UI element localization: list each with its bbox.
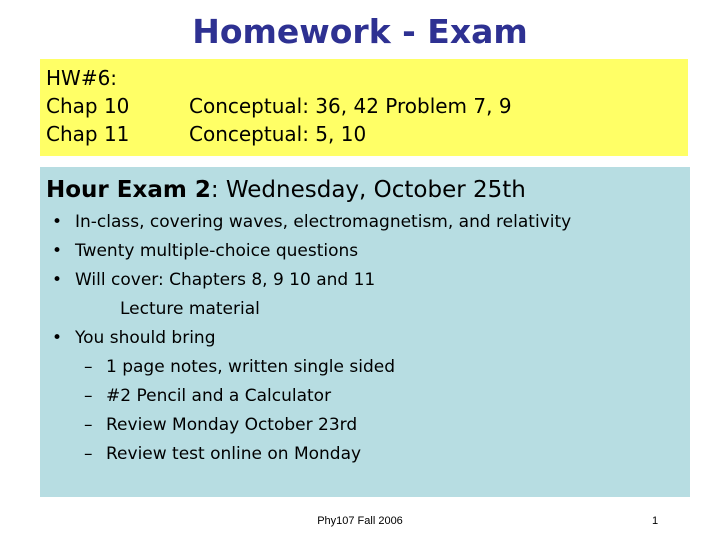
homework-chapter: Chap 11	[46, 122, 130, 146]
exam-heading-bold: Hour Exam 2	[46, 177, 211, 203]
homework-problems: Conceptual: 5, 10	[189, 122, 367, 146]
exam-box	[40, 167, 690, 497]
exam-heading-date: : Wednesday, October 25th	[210, 177, 526, 203]
dash-icon: –	[84, 386, 93, 406]
footer-course: Phy107 Fall 2006	[317, 515, 403, 527]
bullet-text: In-class, covering waves, electromagnetism, and relativity	[75, 212, 572, 232]
sub-item-text: Review test online on Monday	[106, 444, 362, 464]
dash-icon: –	[84, 444, 93, 464]
exam-heading	[46, 175, 526, 205]
bullet-text: You should bring	[75, 328, 216, 348]
homework-box	[40, 59, 688, 156]
bullet-icon: •	[52, 328, 63, 348]
slide-title: Homework - Exam	[192, 12, 528, 51]
homework-problems: Conceptual: 36, 42 Problem 7, 9	[189, 94, 512, 118]
bullet-text: Twenty multiple-choice questions	[75, 241, 359, 261]
bullet-text: Will cover: Chapters 8, 9 10 and 11	[75, 270, 376, 290]
homework-chapter: Chap 10	[46, 94, 130, 118]
sub-item-text: Review Monday October 23rd	[106, 415, 358, 435]
bullet-icon: •	[52, 241, 63, 261]
page-number: 1	[652, 515, 659, 527]
dash-icon: –	[84, 357, 93, 377]
dash-icon: –	[84, 415, 93, 435]
homework-label: HW#6:	[46, 66, 118, 90]
bullet-text: Lecture material	[120, 299, 260, 319]
sub-item-text: 1 page notes, written single sided	[106, 357, 395, 377]
bullet-icon: •	[52, 212, 63, 232]
bullet-icon: •	[52, 270, 63, 290]
sub-item-text: #2 Pencil and a Calculator	[106, 386, 332, 406]
